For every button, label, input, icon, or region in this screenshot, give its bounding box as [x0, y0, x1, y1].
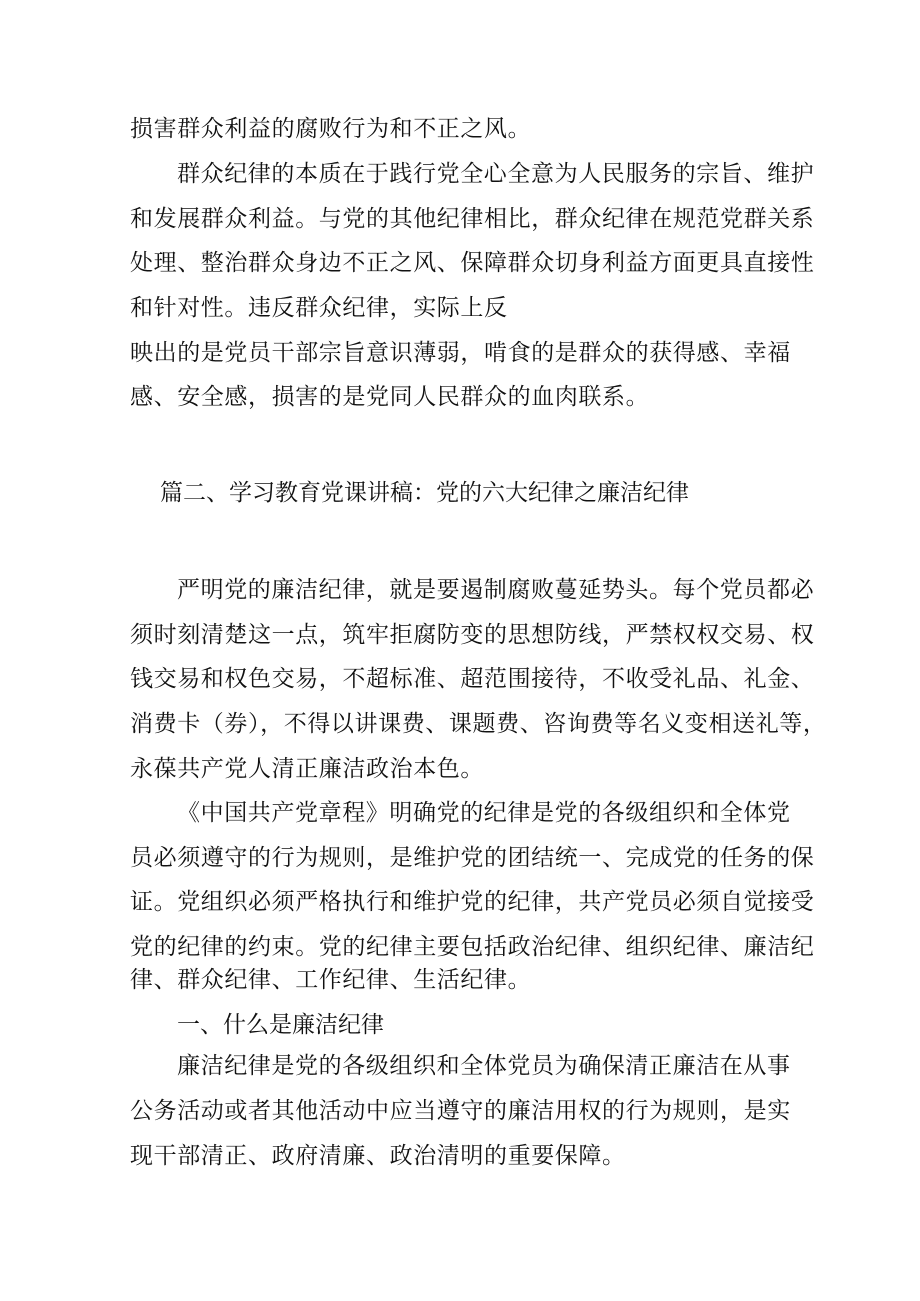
text-line: 《中国共产党章程》明确党的纪律是党的各级组织和全体党: [177, 800, 791, 826]
text-line: 律、群众纪律、工作纪律、生活纪律。: [130, 967, 532, 993]
text-line: 损害群众利益的腐败行为和不正之风。: [130, 116, 532, 142]
text-line: 现干部清正、政府清廉、政治清明的重要保障。: [130, 1143, 626, 1169]
text-line: 消费卡（券），不得以讲课费、课题费、咨询费等名义变相送礼等，: [130, 711, 827, 737]
text-line: 员必须遵守的行为规则，是维护党的团结统一、完成党的任务的保: [130, 845, 815, 871]
text-line: 永葆共产党人清正廉洁政治本色。: [130, 756, 484, 782]
text-line: 群众纪律的本质在于践行党全心全意为人民服务的宗旨、维护: [177, 161, 815, 187]
text-line: 公务活动或者其他活动中应当遵守的廉洁用权的行为规则，是实: [130, 1098, 791, 1124]
text-line: 感、安全感，损害的是党同人民群众的血肉联系。: [130, 384, 650, 410]
text-line: 须时刻清楚这一点，筑牢拒腐防变的思想防线，严禁权权交易、权: [130, 622, 815, 648]
text-line: 处理、整治群众身边不正之风、保障群众切身利益方面更具直接性: [130, 250, 815, 276]
text-line: 和针对性。违反群众纪律，实际上反: [130, 295, 508, 321]
text-line: 党的纪律的约束。党的纪律主要包括政治纪律、组织纪律、廉洁纪: [130, 934, 815, 960]
text-line: 和发展群众利益。与党的其他纪律相比，群众纪律在规范党群关系: [130, 206, 815, 232]
text-line: 钱交易和权色交易，不超标准、超范围接待，不收受礼品、礼金、: [130, 666, 815, 692]
text-line: 映出的是党员干部宗旨意识薄弱，啃食的是群众的获得感、幸福: [130, 340, 791, 366]
section-heading: 一、什么是廉洁纪律: [177, 1012, 384, 1038]
text-line: 严明党的廉洁纪律，就是要遏制腐败蔓延势头。每个党员都必: [177, 577, 815, 603]
chapter-title: 篇二、学习教育党课讲稿：党的六大纪律之廉洁纪律: [160, 480, 689, 506]
text-line: 证。党组织必须严格执行和维护党的纪律，共产党员必须自觉接受: [130, 889, 815, 915]
text-line: 廉洁纪律是党的各级组织和全体党员为确保清正廉洁在从事: [177, 1053, 791, 1079]
